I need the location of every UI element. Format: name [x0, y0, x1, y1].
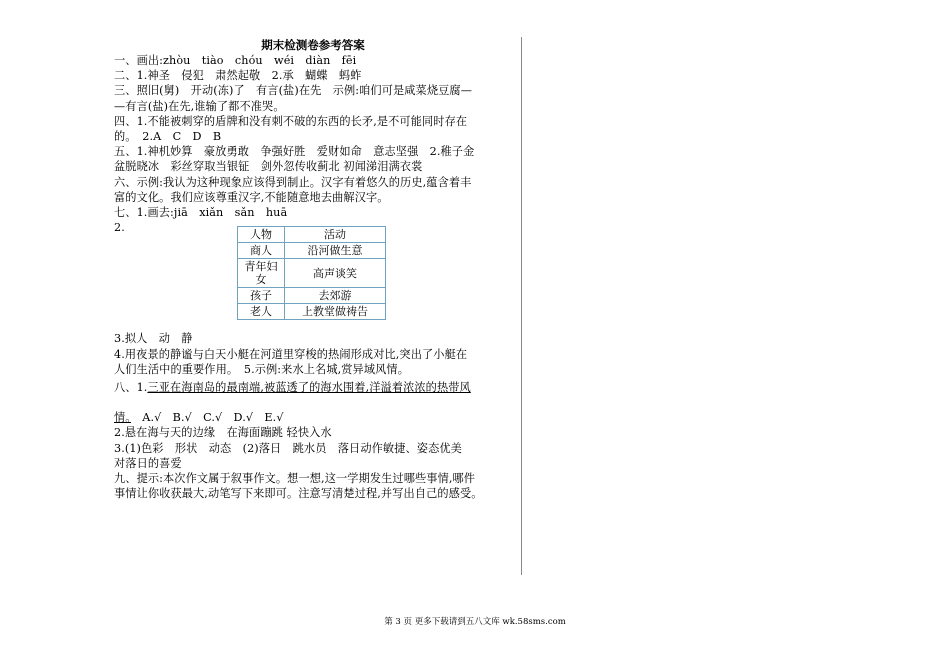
- table-cell: 高声谈笑: [285, 259, 386, 288]
- answer-line-eight-cont: [114, 410, 512, 425]
- underlined-sentence-end: 情。: [114, 411, 131, 425]
- column-divider: [521, 37, 522, 575]
- table-row: [238, 243, 386, 259]
- answer-line: 3.(1)色彩 形状 动态 (2)落日 跳水员 落日动作敏捷、姿态优美: [114, 441, 462, 455]
- answer-line: 的。 2.A C D B: [114, 130, 222, 144]
- page-footer: 第 3 页 更多下载请到五八文库 wk.58sms.com: [384, 617, 566, 627]
- underlined-sentence: 三亚在海南岛的最南端,被蓝透了的海水围着,洋溢着浓浓的热带风: [147, 381, 471, 395]
- table-header-row: [238, 227, 386, 243]
- answer-line: 盆脱晓冰 彩丝穿取当银钲 剑外忽传收蓟北 初闻涕泪满衣裳: [114, 160, 423, 174]
- table-cell: 上教堂做祷告: [285, 304, 386, 320]
- table-cell: 青年妇女: [238, 259, 285, 288]
- answer-line: —有言(盐)在先,谁输了都不准哭。: [114, 99, 285, 113]
- answer-line: 五、1.神机妙算 豪放勇敢 争强好胜 爱财如命 意志坚强 2.稚子金: [114, 145, 475, 159]
- answer-line-eight: [114, 380, 512, 395]
- table-row: [238, 288, 386, 304]
- answer-line: 4.用夜景的静谧与白天小艇在河道里穿梭的热闹形成对比,突出了小艇在: [114, 347, 468, 361]
- answer-line: 九、提示:本次作文属于叙事作文。想一想,这一学期发生过哪些事情,哪件: [114, 472, 476, 486]
- answer-line: 事情让你收获最大,动笔写下来即可。注意写清楚过程,并写出自己的感受。: [114, 487, 483, 501]
- character-activity-table: [237, 226, 386, 320]
- table-cell: 孩子: [238, 288, 285, 304]
- answer-line: 四、1.不能被刺穿的盾牌和没有刺不破的东西的长矛,是不可能同时存在: [114, 114, 468, 128]
- answer-line: 富的文化。我们应该尊重汉字,不能随意地去曲解汉字。: [114, 190, 389, 204]
- true-false-answers: A.√ B.√ C.√ D.√ E.√: [130, 411, 284, 425]
- answer-line: 二、1.神圣 侵犯 肃然起敬 2.承 蝴蝶 蚂蚱: [114, 69, 362, 83]
- section-eight-prefix: 八、1.: [114, 381, 148, 395]
- answer-line: 三、照旧(舅) 开动(冻)了 有言(盐)在先 示例:咱们可是咸菜烧豆腐—: [114, 84, 472, 98]
- answer-line: 2.悬在海与天的边缘 在海面蹦跳 轻快入水: [114, 426, 332, 440]
- answer-line: 七、1.画去:jiā xiǎn sǎn huā: [114, 206, 288, 220]
- table-cell: 商人: [238, 243, 285, 259]
- answer-line: 六、示例:我认为这种现象应该得到制止。汉字有着悠久的历史,蕴含着丰: [114, 175, 472, 189]
- blank-line: [114, 395, 512, 410]
- answer-line: 对落日的喜爱: [114, 456, 182, 470]
- table-cell: 老人: [238, 304, 285, 320]
- table-row: [238, 304, 386, 320]
- table-header-cell: 人物: [238, 227, 285, 243]
- table-cell: 去郊游: [285, 288, 386, 304]
- table-cell: 沿河做生意: [285, 243, 386, 259]
- page-title: 期末检测卷参考答案: [261, 38, 365, 52]
- answer-line: 2.: [114, 221, 125, 235]
- answer-line: 人们生活中的重要作用。 5.示例:来水上名城,赏异域风情。: [114, 362, 409, 376]
- table-header-cell: 活动: [285, 227, 386, 243]
- answer-line: 3.拟人 动 静: [114, 332, 193, 346]
- table-row: [238, 259, 386, 288]
- answer-line: 一、画出:zhòu tiào chóu wéi diàn fēi: [114, 54, 357, 67]
